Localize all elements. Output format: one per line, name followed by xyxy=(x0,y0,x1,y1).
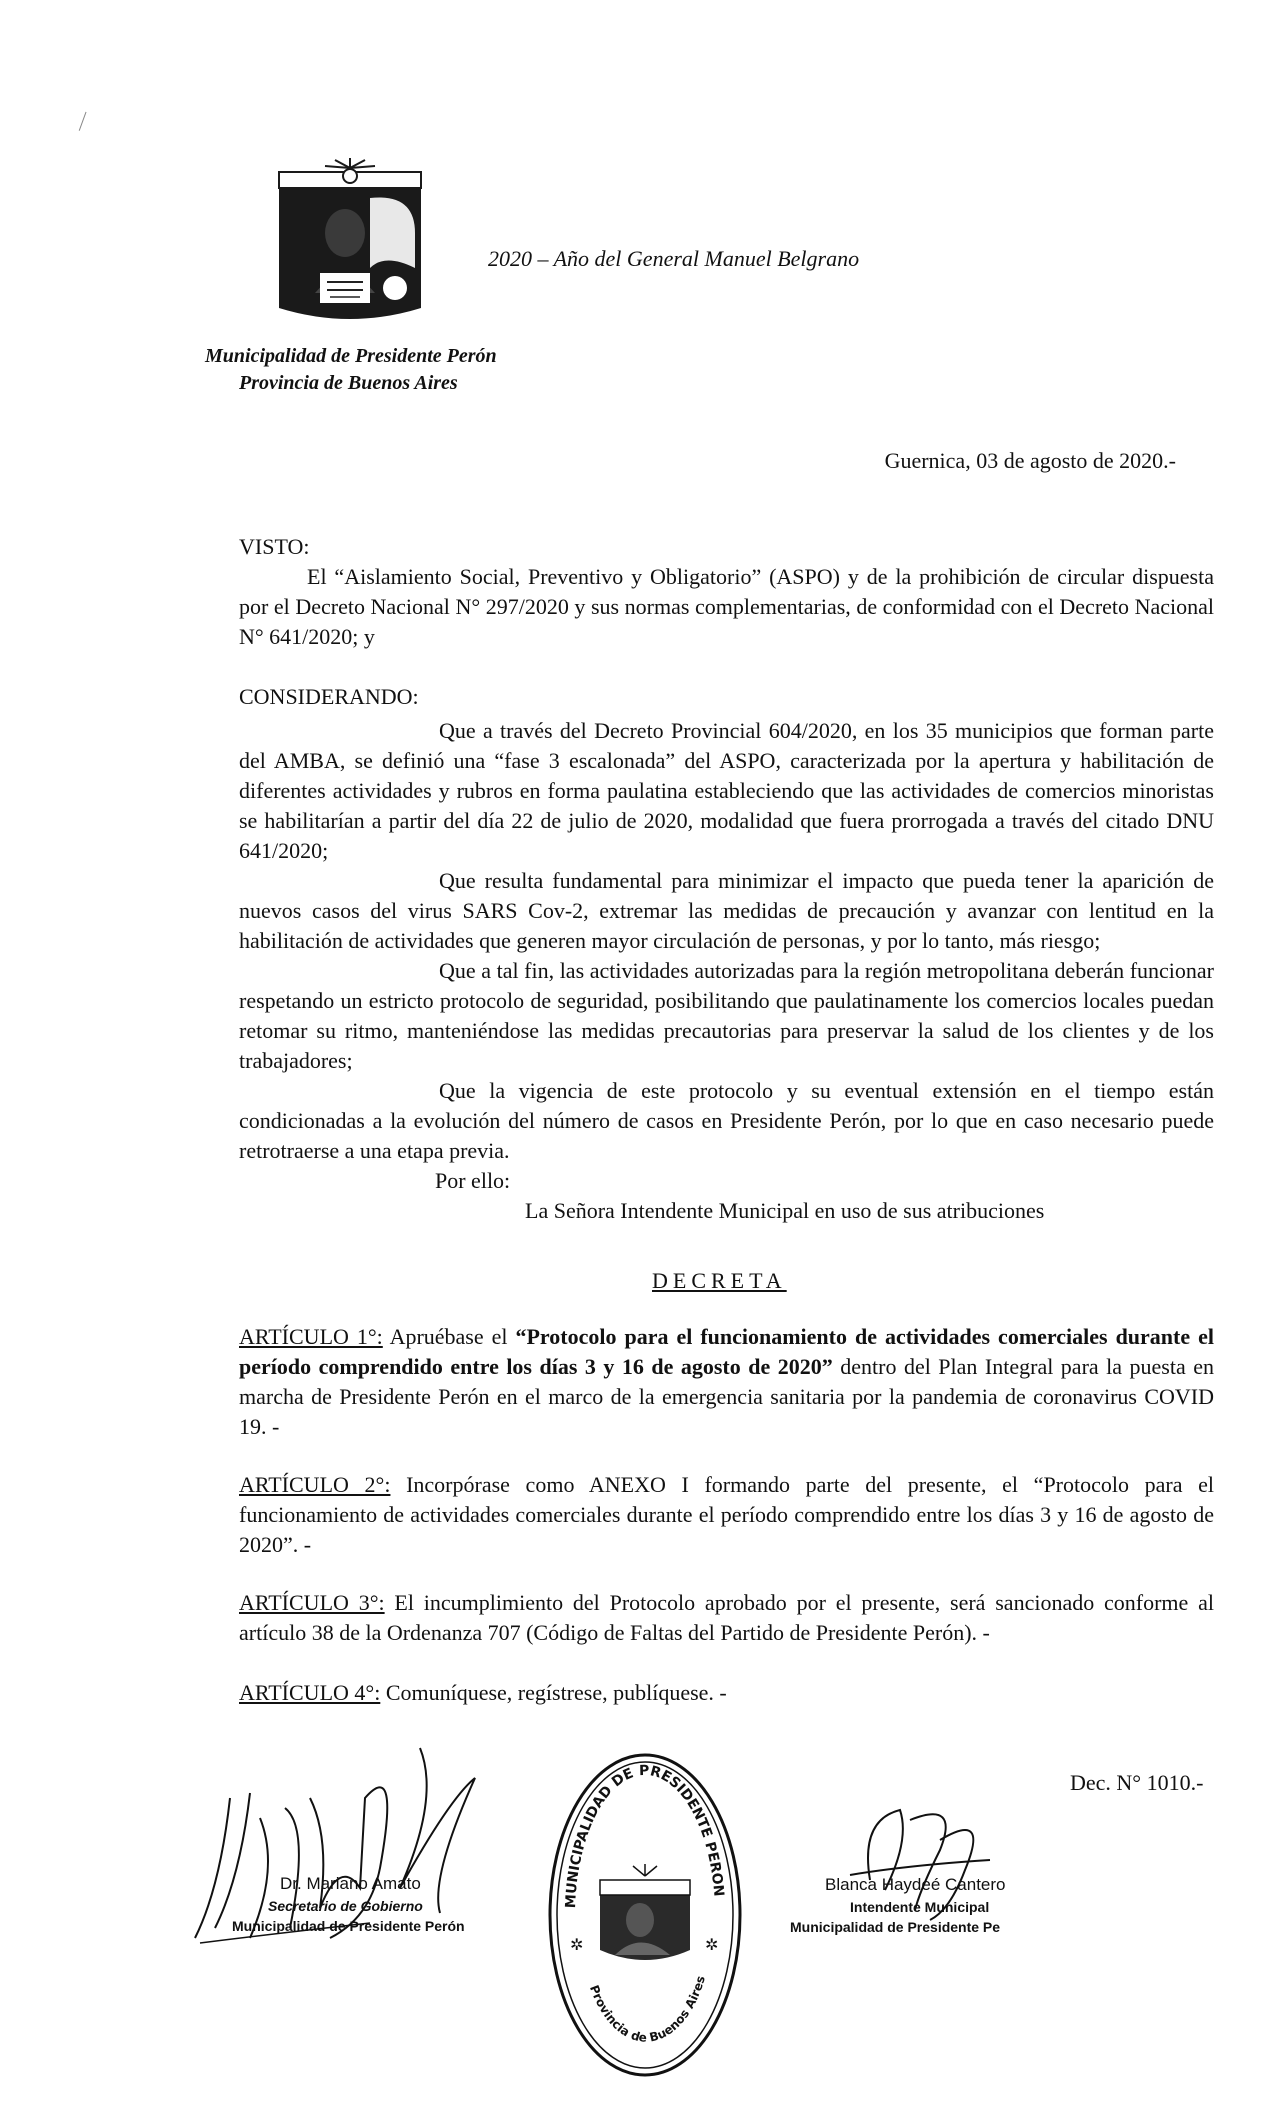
signature-right xyxy=(790,1780,1050,1950)
signatory-right-org: Municipalidad de Presidente Pe xyxy=(790,1919,1001,1935)
article-bold-text: “Protocolo para el funcionamiento de actividades comerciales durante el período comprendido entre los días 3 y 16 de agosto de 2020” xyxy=(239,1324,1214,1379)
municipality-header xyxy=(205,343,497,397)
seal-star-icon: ✲ xyxy=(705,1937,719,1954)
seal-star-icon: ✲ xyxy=(570,1937,584,1954)
visto-text: El “Aislamiento Social, Preventivo y Obligatorio” (ASPO) y de la prohibición de circular dispuesta por el Decreto Nacional N° 297/2020 y sus normas complementarias, de conformidad con el Decreto Nacional N° 641/2020; y xyxy=(239,564,1214,649)
municipal-crest-image xyxy=(275,158,425,323)
article-text: dentro del Plan Integral para la puesta en marcha de Presidente Perón en el marco de la emergencia sanitaria por la pandemia de coronavirus COVID 19. - xyxy=(239,1354,1214,1439)
article-2 xyxy=(239,1470,1214,1560)
visto-section xyxy=(239,532,1214,652)
official-seal xyxy=(545,1750,745,2080)
seal-bottom-text: Provincia de Buenos Aires xyxy=(586,1974,708,2045)
considerando-paragraph: Que a tal fin, las actividades autorizadas para la región metropolitana deberán funcionar respetando un estricto protocolo de seguridad, posibilitando que paulatinamente los comercios locales puedan retomar su ritmo, manteniéndose las medidas precautorias para preservar la salud de los clientes y de los trabajadores; xyxy=(239,958,1214,1073)
article-label: ARTÍCULO 1°: xyxy=(239,1324,383,1349)
por-ello: Por ello: xyxy=(435,1168,511,1193)
decree-number: Dec. N° 1010.- xyxy=(1070,1770,1204,1795)
considerando-heading: CONSIDERANDO: xyxy=(239,684,419,709)
municipality-name: Municipalidad de Presidente Perón xyxy=(205,345,497,367)
seal-top-text: MUNICIPALIDAD DE PRESIDENTE PERON xyxy=(563,1762,727,1909)
stray-mark xyxy=(79,112,91,133)
year-motto: 2020 – Año del General Manuel Belgrano xyxy=(488,246,860,271)
considerando-paragraph: Que la vigencia de este protocolo y su eventual extensión en el tiempo están condicionadas a la evolución del número de casos en Presidente Perón, por lo que en caso necesario puede retrotraerse a una etapa previa. xyxy=(239,1078,1214,1163)
article-label: ARTÍCULO 4°: xyxy=(239,1680,381,1705)
province-name: Provincia de Buenos Aires xyxy=(239,372,458,394)
signatory-left-name: Dr. Mariano Amato xyxy=(280,1874,421,1893)
svg-text:Provincia de Buenos Aires xyxy=(587,1974,708,2045)
article-text: El incumplimiento del Protocolo aprobado por el presente, será sancionado conforme al artículo 38 de la Ordenanza 707 (Código de Faltas del Partido de Presidente Perón). - xyxy=(239,1590,1214,1645)
article-text: Comuníquese, regístrese, publíquese. - xyxy=(380,1680,727,1705)
considerando-section xyxy=(239,682,1214,1226)
visto-heading: VISTO: xyxy=(239,534,310,559)
article-label: ARTÍCULO 2°: xyxy=(239,1472,391,1497)
signatory-right-title: Intendente Municipal xyxy=(850,1899,990,1915)
article-3 xyxy=(239,1588,1214,1648)
article-4 xyxy=(239,1678,1214,1708)
signature-left xyxy=(190,1738,520,1958)
article-1 xyxy=(239,1322,1214,1442)
decreta-heading: DECRETA xyxy=(652,1268,787,1293)
signatory-left-title: Secretario de Gobierno xyxy=(268,1898,423,1914)
considerando-paragraph: Que resulta fundamental para minimizar el impacto que pueda tener la aparición de nuevos casos del virus SARS Cov-2, extremar las medidas de precaución y avanzar con lentitud en la habilitación de actividades que generen mayor circulación de personas, y por lo tanto, más riesgo; xyxy=(239,868,1214,953)
article-text: Incorpórase como ANEXO I formando parte del presente, el “Protocolo para el funcionamiento de actividades comerciales durante el período comprendido entre los días 3 y 16 de agosto de 2020”. - xyxy=(239,1472,1215,1557)
considerando-paragraph: Que a través del Decreto Provincial 604/2020, en los 35 municipios que forman parte del AMBA, se definió una “fase 3 escalonada” del ASPO, caracterizada por la apertura y habilitación de diferentes actividades y rubros en forma paulatina estableciendo que las actividades de comercios minoristas se habilitarían a partir del día 22 de julio de 2020, modalidad que fuera prorrogada a través del citado DNU 641/2020; xyxy=(239,718,1214,863)
atribuciones-line: La Señora Intendente Municipal en uso de sus atribuciones xyxy=(525,1198,1045,1223)
signatory-left-org: Municipalidad de Presidente Perón xyxy=(232,1918,465,1934)
signatory-right-name: Blanca Haydeé Cantero xyxy=(825,1875,1006,1894)
dateline: Guernica, 03 de agosto de 2020.- xyxy=(884,448,1176,473)
article-text: Apruébase el xyxy=(382,1324,516,1349)
article-label: ARTÍCULO 3°: xyxy=(239,1590,385,1615)
